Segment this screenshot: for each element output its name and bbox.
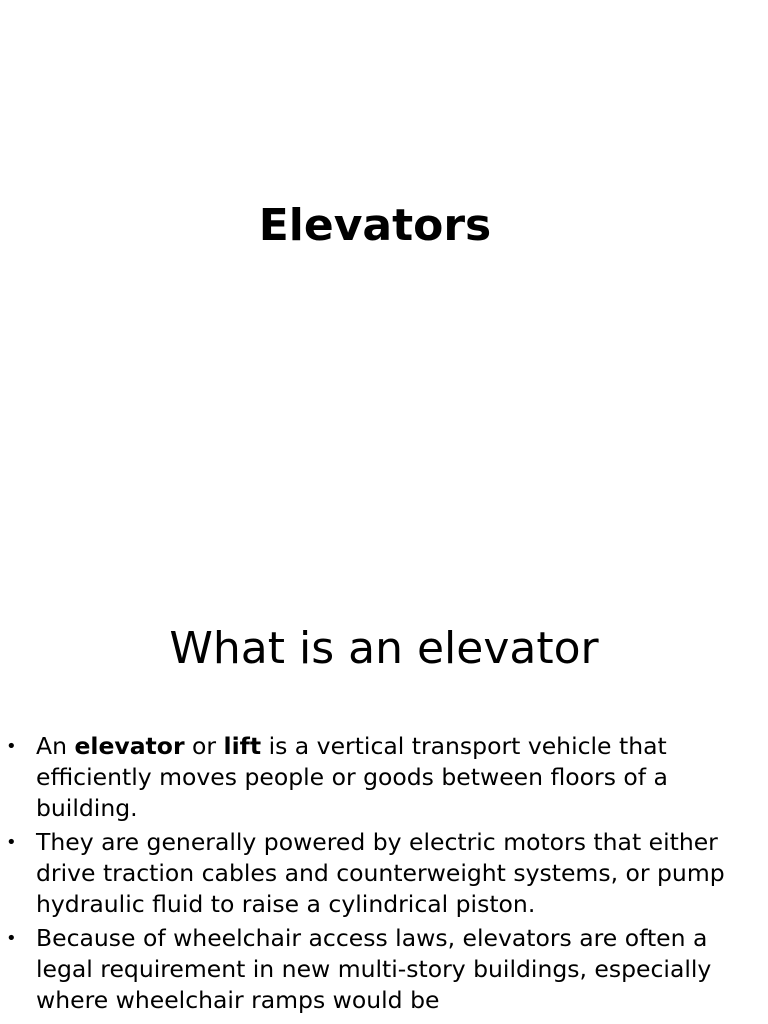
bold-term-lift: lift [223,732,262,760]
bullet-icon: • [6,928,17,949]
bullet-list [0,731,768,1019]
bullet-icon: • [6,736,17,757]
bullet-text: They are generally powered by electric motors that either drive traction cables and counterweight systems, or pump hydraulic fluid to raise a cylindrical piston. [36,828,725,918]
slide-title: Elevators [258,200,492,251]
bullet-text-part: is a vertical transport vehicle that efficiently moves people or goods between floors of a building. [36,732,668,822]
bold-term-elevator: elevator [74,732,185,760]
bullet-item-definition [0,731,768,824]
bullet-text: Because of wheelchair access laws, elevators are often a legal requirement in new multi-story buildings, especially where wheelchair ramps would be [36,924,712,1014]
bullet-item-power [0,827,768,920]
bullet-icon: • [6,832,17,853]
section-heading: What is an elevator [169,623,599,674]
bullet-item-access-laws [0,923,768,1016]
bullet-text-part: An [36,732,75,760]
bullet-text-part: or [184,732,224,760]
